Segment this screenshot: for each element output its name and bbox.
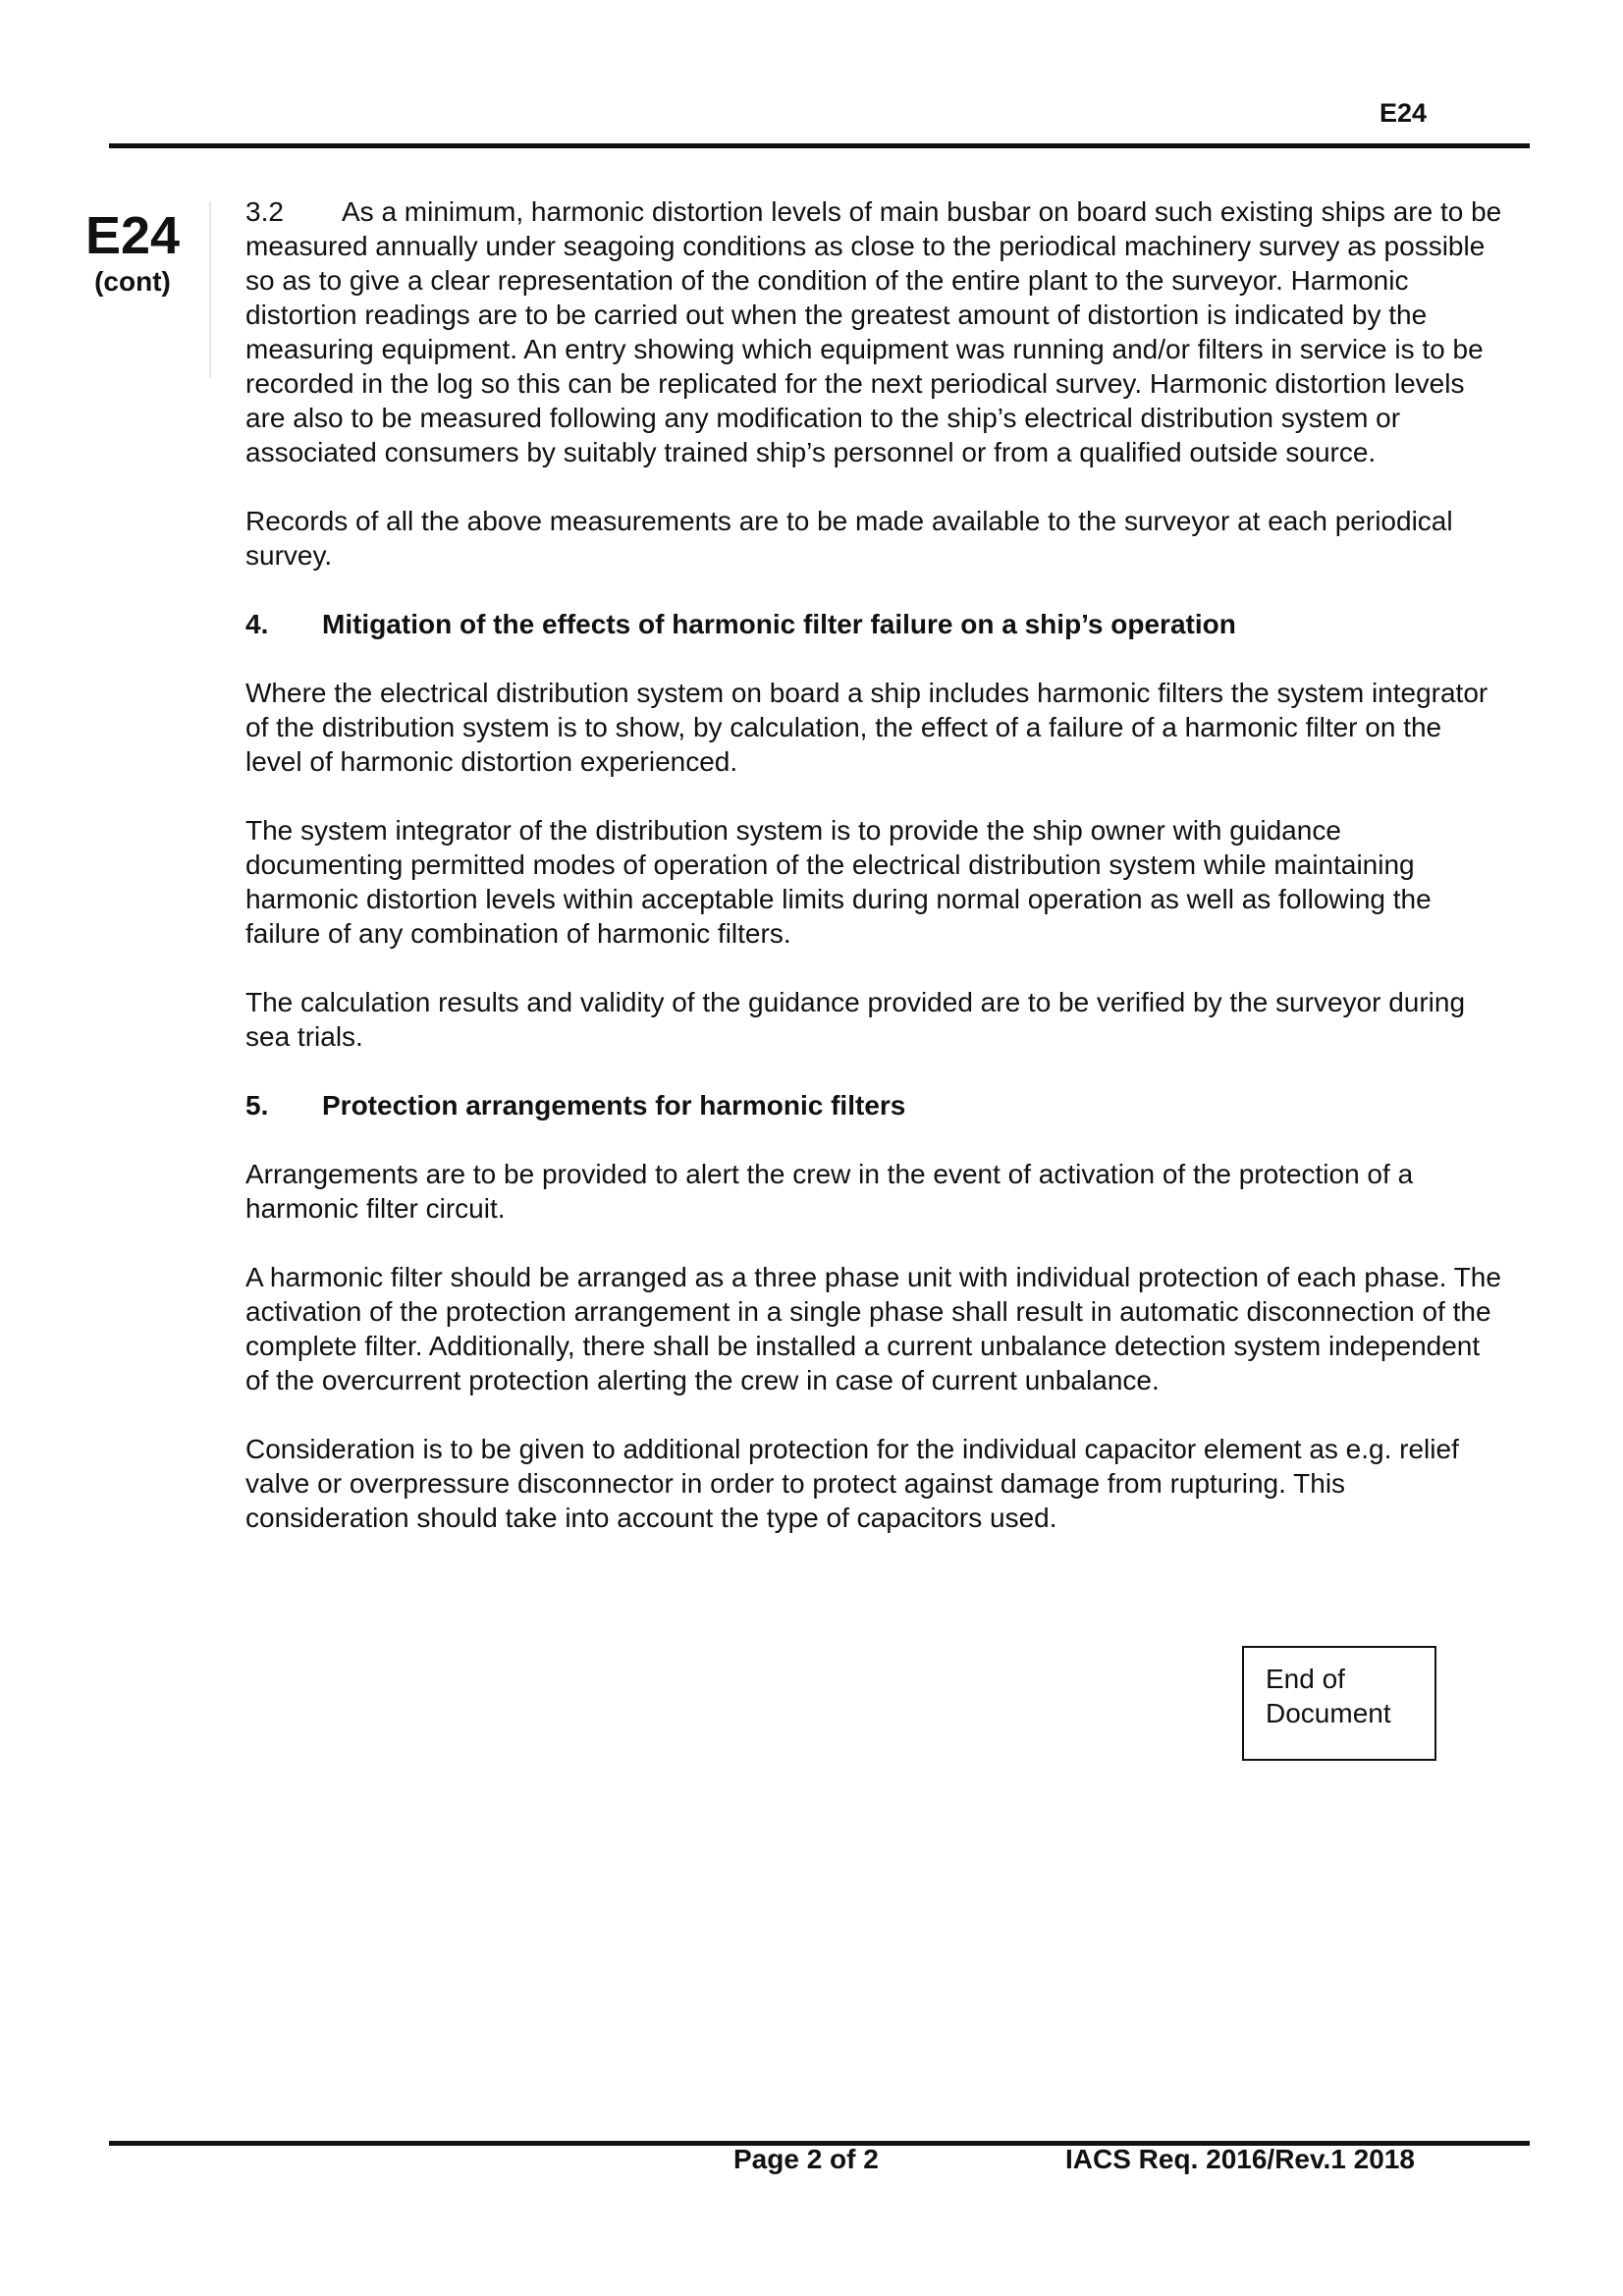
paragraph-3-2 xyxy=(245,194,1502,469)
paragraph: Where the electrical distribution system on board a ship includes harmonic filters the system integrator of the distribution system is to show, by calculation, the effect of a failure of a harmonic filter on the level of harmonic distortion experienced. xyxy=(245,678,1488,777)
section-number-3-2: 3.2 xyxy=(245,196,284,227)
paragraph: The system integrator of the distribution system is to provide the ship owner with guidance documenting permitted modes of operation of the electrical distribution system while maintaining harmonic distortion levels within acceptable limits during normal operation as well as following the failure of any combination of harmonic filters. xyxy=(245,815,1432,949)
paragraph: Arrangements are to be provided to alert the crew in the event of activation of the protection of a harmonic filter circuit. xyxy=(245,1159,1414,1224)
section-title-5: Protection arrangements for harmonic filters xyxy=(322,1090,906,1121)
end-of-document-box xyxy=(1242,1646,1436,1761)
paragraph: Consideration is to be given to additional protection for the individual capacitor element as e.g. relief valve or overpressure disconnector in order to protect against damage from rupturing. This consideration should take into account the type of capacitors used. xyxy=(245,1434,1459,1533)
end-box-line-1: End of xyxy=(1266,1664,1345,1694)
paragraph-records: Records of all the above measurements are to be made available to the surveyor at each periodical survey. xyxy=(245,506,1453,571)
side-document-code: E24 xyxy=(84,206,181,265)
paragraph: The calculation results and validity of the guidance provided are to be verified by the surveyor during sea trials. xyxy=(245,987,1466,1052)
side-label xyxy=(79,206,187,299)
section-heading-4 xyxy=(245,607,1502,641)
paragraph: A harmonic filter should be arranged as a three phase unit with individual protection of each phase. The activation of the protection arrangement in a single phase shall result in automatic disconnection of the complete filter. Additionally, there shall be installed a current unbalance detection system independent of the overcurrent protection alerting the crew in case of current unbalance. xyxy=(245,1262,1501,1395)
paragraph-3-2-text: As a minimum, harmonic distortion levels of main busbar on board such existing ships are to be measured annually under seagoing conditions as close to the periodical machinery survey as possible so as to give a clear representation of the condition of the entire plant to the surveyor. Harmonic distortion readings are to be carried out when the greatest amount of distortion is indicated by the measuring equipment. An entry showing which equipment was running and/or filters in service is to be recorded in the log so this can be replicated for the next periodical survey. Harmonic distortion levels are also to be measured following any modification to the ship’s electrical distribution system or associated consumers by suitably trained ship’s personnel or from a qualified outside source. xyxy=(245,196,1502,467)
side-divider xyxy=(209,201,211,378)
document-reference: IACS Req. 2016/Rev.1 2018 xyxy=(1065,2144,1415,2174)
document-body xyxy=(245,194,1502,1569)
header-rule xyxy=(109,143,1530,148)
section-number-5: 5. xyxy=(245,1090,269,1121)
header-document-code: E24 xyxy=(1379,98,1427,128)
section-title-4: Mitigation of the effects of harmonic filter failure on a ship’s operation xyxy=(322,609,1236,639)
section-heading-5 xyxy=(245,1088,1502,1122)
page-number: Page 2 of 2 xyxy=(733,2144,879,2174)
section-number-4: 4. xyxy=(245,609,269,639)
side-continued-label: (cont) xyxy=(94,266,171,297)
end-box-line-2: Document xyxy=(1266,1698,1391,1728)
